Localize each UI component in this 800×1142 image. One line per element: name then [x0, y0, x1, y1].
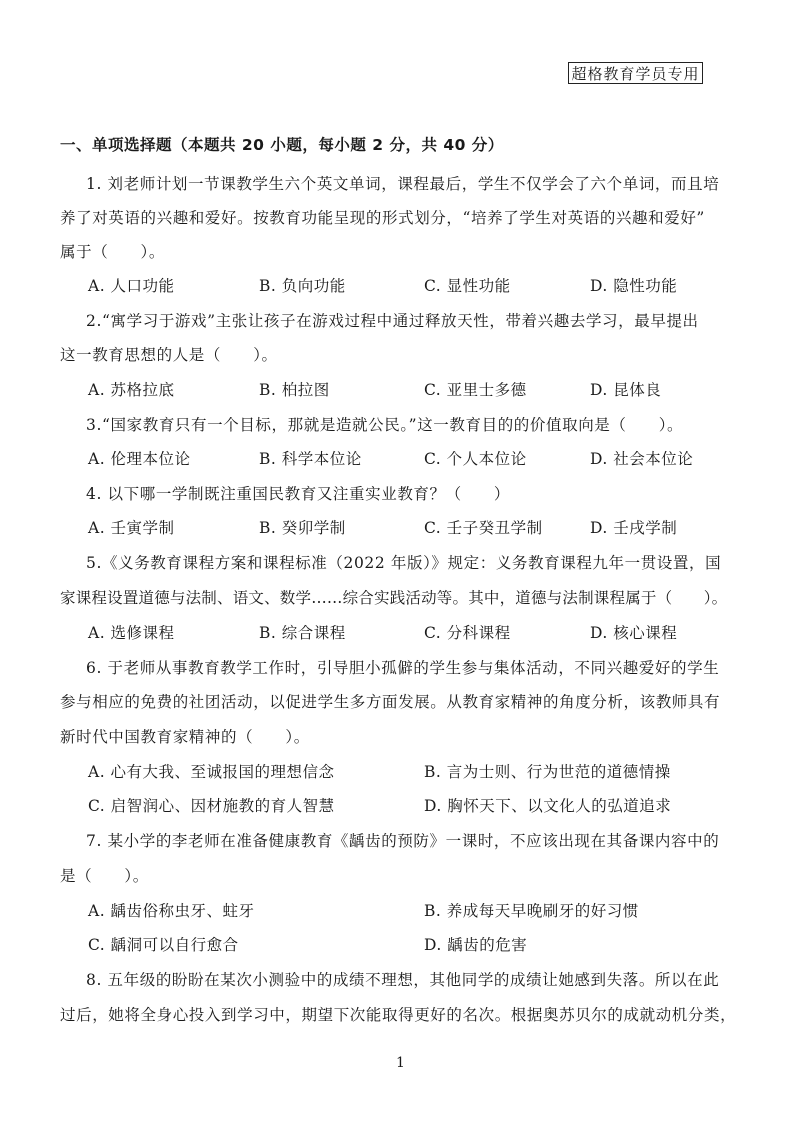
question-6-option-c[interactable]: C. 启智润心、因材施教的育人智慧	[88, 797, 335, 815]
question-2-option-a[interactable]: A. 苏格拉底	[88, 381, 175, 399]
question-1-option-c[interactable]: C. 显性功能	[424, 277, 511, 295]
question-6-line-3: 新时代中国教育家精神的（ ）。	[60, 728, 310, 746]
question-1-line-2: 养了对英语的兴趣和爱好。按教育功能呈现的形式划分，“培养了学生对英语的兴趣和爱好”	[60, 209, 705, 227]
question-6-option-d[interactable]: D. 胸怀天下、以文化人的弘道追求	[424, 797, 672, 815]
question-5-option-b[interactable]: B. 综合课程	[259, 624, 346, 642]
header-badge: 超格教育学员专用	[568, 62, 703, 84]
question-5-option-a[interactable]: A. 选修课程	[88, 624, 175, 642]
question-5-option-d[interactable]: D. 核心课程	[590, 624, 678, 642]
question-4-option-d[interactable]: D. 壬戌学制	[590, 519, 678, 537]
question-1-option-b[interactable]: B. 负向功能	[259, 277, 346, 295]
question-2-option-b[interactable]: B. 柏拉图	[259, 381, 330, 399]
question-7-option-b[interactable]: B. 养成每天早晚刷牙的好习惯	[424, 902, 639, 920]
question-7-option-d[interactable]: D. 龋齿的危害	[424, 936, 528, 954]
question-7-line-1: 7. 某小学的李老师在准备健康教育《龋齿的预防》一课时，不应该出现在其备课内容中的	[86, 832, 720, 850]
question-1-option-d[interactable]: D. 隐性功能	[590, 277, 678, 295]
question-3-option-b[interactable]: B. 科学本位论	[259, 450, 362, 468]
question-6-line-1: 6. 于老师从事教育教学工作时，引导胆小孤僻的学生参与集体活动，不同兴趣爱好的学生	[86, 659, 720, 677]
question-2-line-1: 2.“寓学习于游戏”主张让孩子在游戏过程中通过释放天性，带着兴趣去学习，最早提出	[86, 312, 699, 330]
question-4-line-1: 4. 以下哪一学制既注重国民教育又注重实业教育？（ ）	[86, 485, 511, 503]
question-1-option-a[interactable]: A. 人口功能	[88, 277, 175, 295]
question-7-line-2: 是（ ）。	[60, 867, 149, 885]
question-3-option-a[interactable]: A. 伦理本位论	[88, 450, 191, 468]
question-2-line-2: 这一教育思想的人是（ ）。	[60, 346, 278, 364]
question-7-option-c[interactable]: C. 龋洞可以自行愈合	[88, 936, 239, 954]
question-5-line-1: 5.《义务教育课程方案和课程标准（2022 年版）》规定：义务教育课程九年一贯设置，国	[86, 554, 722, 572]
question-4-option-c[interactable]: C. 壬子癸丑学制	[424, 519, 543, 537]
question-5-line-2: 家课程设置道德与法制、语文、数学……综合实践活动等。其中，道德与法制课程属于（ ）。	[60, 589, 728, 607]
question-3-option-d[interactable]: D. 社会本位论	[590, 450, 694, 468]
question-4-option-a[interactable]: A. 壬寅学制	[88, 519, 175, 537]
question-6-option-b[interactable]: B. 言为士则、行为世范的道德情操	[424, 763, 671, 781]
question-3-option-c[interactable]: C. 个人本位论	[424, 450, 527, 468]
question-8-line-1: 8. 五年级的盼盼在某次小测验中的成绩不理想，其他同学的成绩让她感到失落。所以在此	[86, 971, 720, 989]
page-number: 1	[396, 1055, 405, 1071]
question-2-option-c[interactable]: C. 亚里士多德	[424, 381, 527, 399]
question-1-line-1: 1. 刘老师计划一节课教学生六个英文单词，课程最后，学生不仅学会了六个单词，而且培	[86, 175, 720, 193]
question-6-line-2: 参与相应的免费的社团活动，以促进学生多方面发展。从教育家精神的角度分析，该教师具有	[60, 693, 721, 711]
question-5-option-c[interactable]: C. 分科课程	[424, 624, 511, 642]
question-7-option-a[interactable]: A. 龋齿俗称虫牙、蛀牙	[88, 902, 255, 920]
question-2-option-d[interactable]: D. 昆体良	[590, 381, 662, 399]
question-1-line-3: 属于（ ）。	[60, 243, 165, 261]
question-6-option-a[interactable]: A. 心有大我、至诚报国的理想信念	[88, 763, 335, 781]
question-3-line-1: 3.“国家教育只有一个目标，那就是造就公民。”这一教育目的的价值取向是（ ）。	[86, 416, 684, 434]
section-title: 一、单项选择题（本题共 20 小题，每小题 2 分，共 40 分）	[60, 136, 504, 154]
question-4-option-b[interactable]: B. 癸卯学制	[259, 519, 346, 537]
question-8-line-2: 过后，她将全身心投入到学习中，期望下次能取得更好的名次。根据奥苏贝尔的成就动机分类，	[60, 1006, 737, 1024]
